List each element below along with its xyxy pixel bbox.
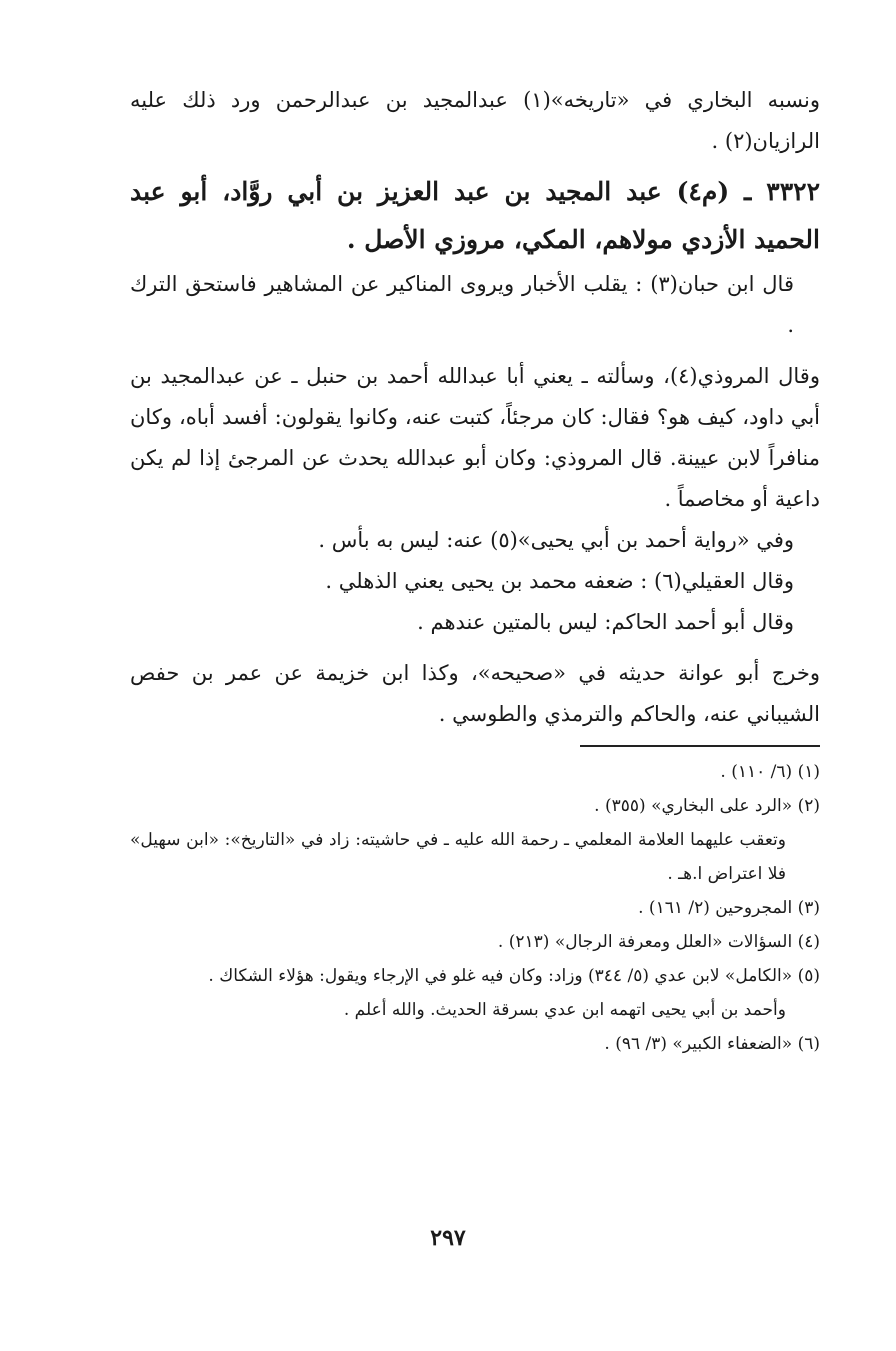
footnote-2-note: وتعقب عليهما العلامة المعلمي ـ رحمة الله عليه ـ في حاشيته: زاد في «التاريخ»: «ابن سهيل» فلا اعتراض ا.هـ . (130, 830, 786, 884)
page-number: ٢٩٧ (430, 1225, 466, 1251)
footnote-separator (580, 745, 820, 747)
paragraph-hakim: وقال أبو أحمد الحاكم: ليس بالمتين عندهم . (417, 610, 794, 634)
paragraph-abu-awanah: وخرج أبو عوانة حديثه في «صحيحه»، وكذا ابن خزيمة عن عمر بن حفص الشيباني عنه، والحاكم والترمذي والطوسي . (130, 661, 820, 726)
footnote-2: (٢) «الرد على البخاري» (٣٥٥) . (594, 796, 820, 816)
paragraph-nisbah: ونسبه البخاري في «تاريخه»(١) عبدالمجيد بن عبدالرحمن ورد ذلك عليه الرازيان(٢) . (130, 88, 821, 153)
paragraph-riwayah: وفي «رواية أحمد بن أبي يحيى»(٥) عنه: ليس به بأس . (318, 528, 794, 552)
footnote-1: (١) (٦/ ١١٠) . (720, 762, 820, 782)
entry-heading: ٣٣٢٢ ـ (م٤) عبد المجيد بن عبد العزيز بن أبي روَّاد، أبو عبد الحميد الأزدي مولاهم، المكي، مروزي الأصل . (130, 177, 820, 254)
footnote-5-note: وأحمد بن أبي يحيى اتهمه ابن عدي بسرقة الحديث. والله أعلم . (343, 1000, 786, 1020)
footnote-3: (٣) المجروحين (٢/ ١٦١) . (638, 898, 820, 918)
paragraph-ibn-hibban: قال ابن حبان(٣) : يقلب الأخبار ويروى المناكير عن المشاهير فاستحق الترك . (130, 272, 794, 337)
footnotes (130, 755, 820, 1061)
paragraph-marwadhi: وقال المروذي(٤)، وسألته ـ يعني أبا عبدالله أحمد بن حنبل ـ عن عبدالمجيد بن أبي داود، كيف هو؟ فقال: كان مرجئاً، كتبت عنه، وكانوا يقولون: أفسد أباه، وكان منافراً لابن عيينة. قال المروذي: وكان أبو عبدالله يحدث عن المرجئ إذا لم يكن داعية أو مخاصماً . (130, 364, 820, 511)
paragraph-uqayli: وقال العقيلي(٦) : ضعفه محمد بن يحيى يعني الذهلي . (325, 569, 794, 593)
page-body (130, 80, 820, 1061)
footnote-4: (٤) السؤالات «العلل ومعرفة الرجال» (٢١٣) . (497, 932, 820, 952)
footnote-5: (٥) «الكامل» لابن عدي (٥/ ٣٤٤) وزاد: وكان فيه غلو في الإرجاء ويقول: هؤلاء الشكاك . (208, 966, 820, 986)
footnote-6: (٦) «الضعفاء الكبير» (٣/ ٩٦) . (604, 1034, 820, 1054)
